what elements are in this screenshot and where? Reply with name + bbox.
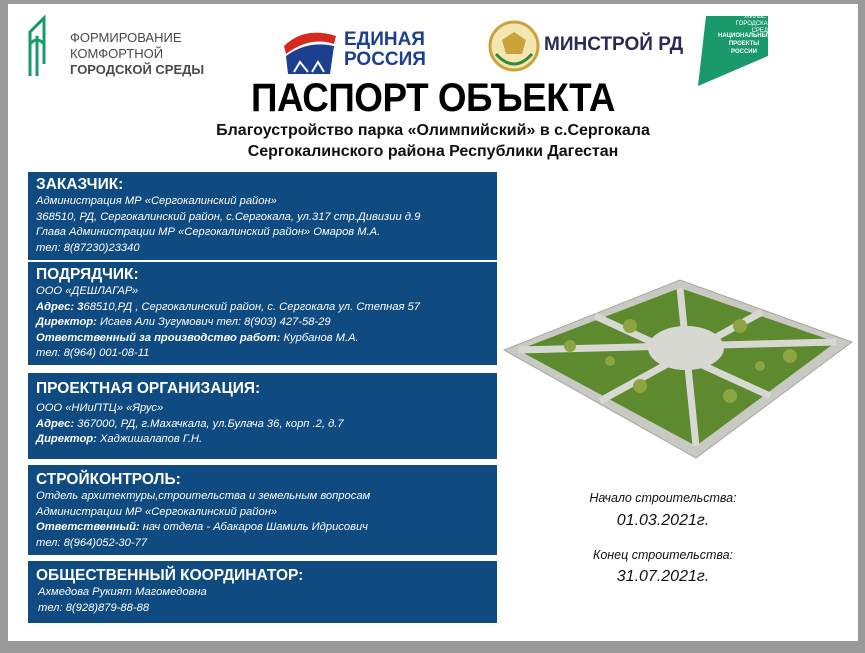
- logo-line: КОМФОРТНОЙ: [70, 46, 164, 61]
- section-line: ООО «ДЕШЛАГАР»: [36, 285, 139, 297]
- field-value: 68510,РД , Сергокалинский район, с. Сергокала ул. Степная 57: [83, 300, 421, 313]
- section-line: тел: 8(928)879-88-88: [38, 601, 150, 614]
- logo-line: РОССИЯ: [344, 49, 426, 70]
- field-value: Курбанов М.А.: [280, 331, 359, 344]
- section-heading: ПРОЕКТНАЯ ОРГАНИЗАЦИЯ:: [36, 380, 261, 397]
- section-heading: ПОДРЯДЧИК:: [36, 266, 139, 283]
- section-line: тел: 8(87230)23340: [36, 241, 140, 254]
- field-value: 367000, РД, г.Махачкала, ул.Булача 36, корп .2, д.7: [74, 417, 344, 430]
- logo-line: НАЦИОНАЛЬНЫЕ ПРОЕКТЫ РОССИИ: [718, 33, 772, 55]
- public-coordinator-section: [28, 561, 497, 623]
- page-title: ПАСПОРТ ОБЪЕКТА: [251, 76, 615, 120]
- construction-control-section: [28, 465, 497, 555]
- park-plan-illustration: [500, 266, 856, 462]
- section-line: [36, 331, 489, 347]
- logo-line: ГОРОДСКОЙ СРЕДЫ: [70, 62, 205, 77]
- customer-section: [28, 172, 497, 260]
- field-value: нач отдела - Абакаров Шамиль Идрисович: [139, 521, 368, 533]
- section-heading: ЗАКАЗЧИК:: [36, 176, 124, 193]
- section-line: тел: 8(964)052-30-77: [36, 536, 148, 549]
- section-heading: ОБЩЕСТВЕННЫЙ КООРДИНАТОР:: [36, 567, 304, 584]
- dagestan-emblem-icon: [488, 18, 540, 74]
- start-date-value: 01.03.2021г.: [616, 512, 710, 529]
- united-russia-bear-icon: [280, 26, 338, 78]
- section-line: [36, 300, 489, 316]
- united-russia-logo-text: [344, 30, 426, 70]
- comfort-env-logo-text: [70, 30, 204, 78]
- design-org-section: [28, 373, 497, 459]
- end-date-value: 31.07.2021г.: [616, 568, 710, 585]
- end-date-label: Конец строительства:: [592, 548, 734, 562]
- section-line: ООО «НИиПТЦ» «Ярус»: [36, 402, 164, 414]
- field-label: Ответственный за производство работ:: [36, 331, 281, 344]
- section-line: Ахмедова Рукият Магомедовна: [38, 586, 207, 598]
- logo-line: ФОРМИРОВАНИЕ: [70, 30, 182, 45]
- passport-page: [8, 4, 858, 641]
- field-value: Хаджишалапов Г.Н.: [96, 433, 203, 445]
- section-line: Отдель архитектуры,строительства и земельным вопросам: [36, 490, 371, 502]
- contractor-section: [28, 262, 497, 365]
- section-line: [36, 417, 489, 433]
- section-line: Глава Администрации МР «Сергокалинский район» Омаров М.А.: [36, 226, 381, 238]
- field-value: Исаев Али Зугумович тел: 8(903) 427-58-29: [96, 316, 331, 328]
- section-line: Администрации МР «Сергокалинский район»: [36, 505, 278, 518]
- comfort-env-logo-icon: [26, 14, 48, 80]
- field-label: Адрес: 3: [36, 300, 84, 313]
- section-line: [36, 520, 489, 536]
- object-subtitle: Сергокалинского района Республики Дагестан: [247, 143, 619, 160]
- section-line: [36, 315, 489, 331]
- field-label: Адрес:: [36, 417, 75, 430]
- start-date-label: Начало строительства:: [589, 491, 737, 505]
- logo-line: ЕДИНАЯ: [344, 29, 425, 50]
- object-subtitle: Благоустройство парка «Олимпийский» в с.Сергокала: [216, 122, 650, 139]
- field-label: Директор:: [36, 316, 97, 328]
- section-line: Администрация МР «Сергокалинский район»: [36, 195, 277, 207]
- section-line: [36, 432, 489, 448]
- section-line: тел: 8(964) 001-08-11: [36, 347, 150, 359]
- logo-line: ЖИЛЬЕ И ГОРОДСКАЯ СРЕДА: [735, 14, 772, 34]
- minstroy-logo-text: МИНСТРОЙ РД: [544, 34, 684, 55]
- section-line: 368510, РД, Сергокалинский район, с.Сергокала, ул.317 стр.Дивизии д.9: [36, 210, 421, 223]
- field-label: Ответственный:: [36, 521, 140, 533]
- field-label: Директор:: [36, 433, 97, 445]
- section-heading: СТРОЙКОНТРОЛЬ:: [36, 471, 181, 488]
